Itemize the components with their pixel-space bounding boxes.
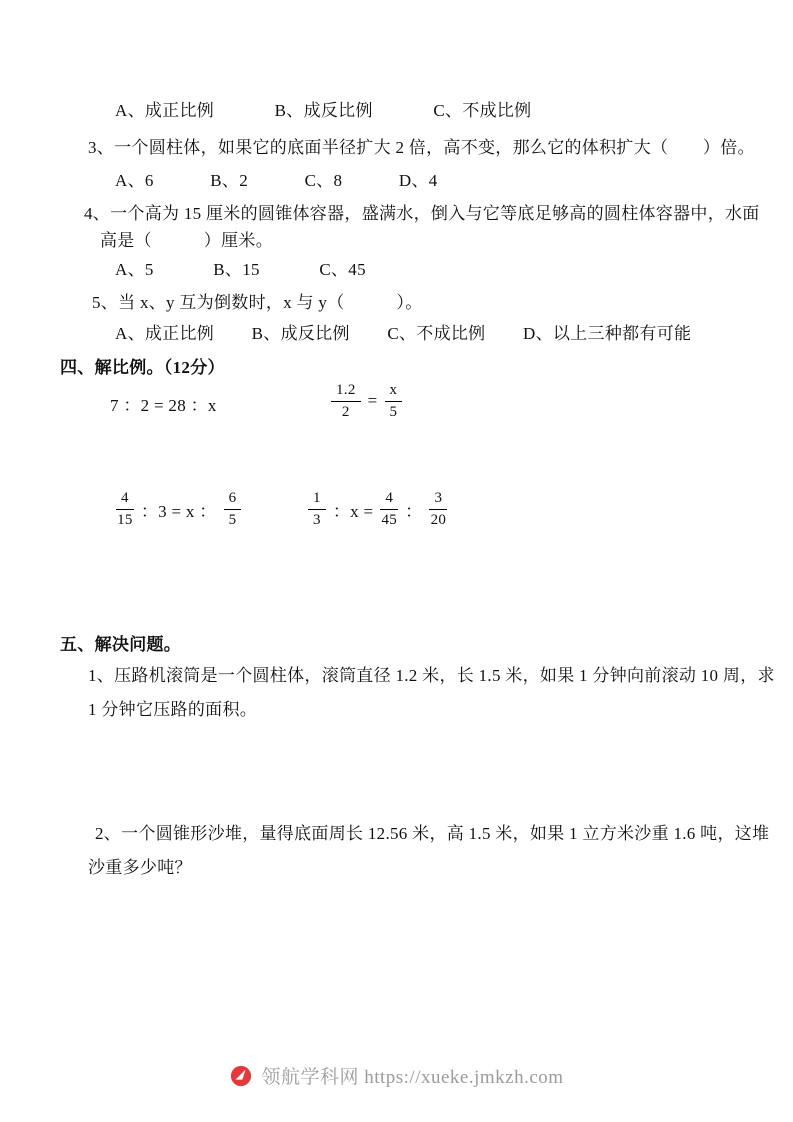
q5-option-c: C、不成比例 (387, 324, 486, 343)
problem2-line2: 沙重多少吨？ (88, 858, 192, 877)
eq4-middle-text-1: ：x = (332, 501, 374, 521)
q3-text: 3、一个圆柱体，如果它的底面半径扩大 2 倍，高不变，那么它的体积扩大（ ）倍。 (88, 138, 755, 157)
q4-option-c: C、45 (319, 260, 366, 279)
fraction: $\frac{6}{5}$ (224, 489, 242, 530)
fraction: $\frac{1.2}{2}$ (331, 381, 361, 422)
problem2-line1: 2、一个圆锥形沙堆，量得底面周长 12.56 米，高 1.5 米，如果 1 立方米沙重 1.6 吨，这堆 (95, 824, 770, 843)
eq3-middle-text: ：3 = x ： (140, 501, 217, 521)
q4-option-b: B、15 (213, 260, 260, 279)
footer (0, 1062, 793, 1089)
proportion-eq1: 7 ：2 = 28 ：x (110, 396, 217, 415)
problem1-line2: 1 分钟它压路的面积。 (88, 700, 258, 719)
q4-text-line1: 4、一个高为 15 厘米的圆锥体容器，盛满水，倒入与它等底足够高的圆柱体容器中，水面 (84, 204, 760, 223)
q3-option-d: D、4 (398, 171, 438, 190)
site-logo-icon (229, 1064, 253, 1088)
proportion-eq2 (328, 381, 405, 422)
fraction: $\frac{1}{3}$ (308, 489, 326, 530)
footer-site-text: 领航学科网 https://xueke.jmkzh.com (261, 1067, 564, 1088)
q5-text: 5、当 x、y 互为倒数时，x 与 y（ ）。 (92, 293, 423, 312)
q5-option-a: A、成正比例 (115, 324, 215, 343)
q5-option-b: B、成反比例 (251, 324, 350, 343)
section4-title: 四、解比例。（12分） (60, 358, 225, 377)
equals-sign: = (367, 391, 378, 411)
q5-options-row (115, 319, 724, 344)
fraction: $\frac{3}{20}$ (430, 490, 447, 528)
q5-option-d: D、以上三种都有可能 (523, 324, 692, 343)
q3-option-b: B、2 (210, 171, 248, 190)
q3-option-c: C、8 (304, 171, 343, 190)
q2-option-c: C、不成比例 (433, 101, 532, 120)
fraction: $\frac{4}{15}$ (117, 490, 133, 528)
proportion-eq3 (113, 489, 244, 530)
q2-option-a: A、成正比例 (115, 101, 215, 120)
q2-option-b: B、成反比例 (274, 101, 373, 120)
q3-options-row (115, 166, 490, 191)
fraction: $\frac{4}{45}$ (381, 490, 398, 528)
section5-title: 五、解决问题。 (60, 635, 182, 654)
eq4-middle-text-2: ： (405, 501, 423, 521)
q4-text-line2: 高是（ ）厘米。 (100, 231, 273, 250)
fraction: $\frac{x}{5}$ (385, 381, 403, 422)
q4-option-a: A、5 (115, 260, 154, 279)
problem1-line1: 1、压路机滚筒是一个圆柱体，滚筒直径 1.2 米，长 1.5 米，如果 1 分钟向前滚动 10 周，求 (88, 666, 775, 685)
q3-option-a: A、6 (115, 171, 154, 190)
q2-options-row (115, 96, 587, 121)
q4-options-row (115, 255, 421, 280)
proportion-eq4 (305, 489, 450, 530)
